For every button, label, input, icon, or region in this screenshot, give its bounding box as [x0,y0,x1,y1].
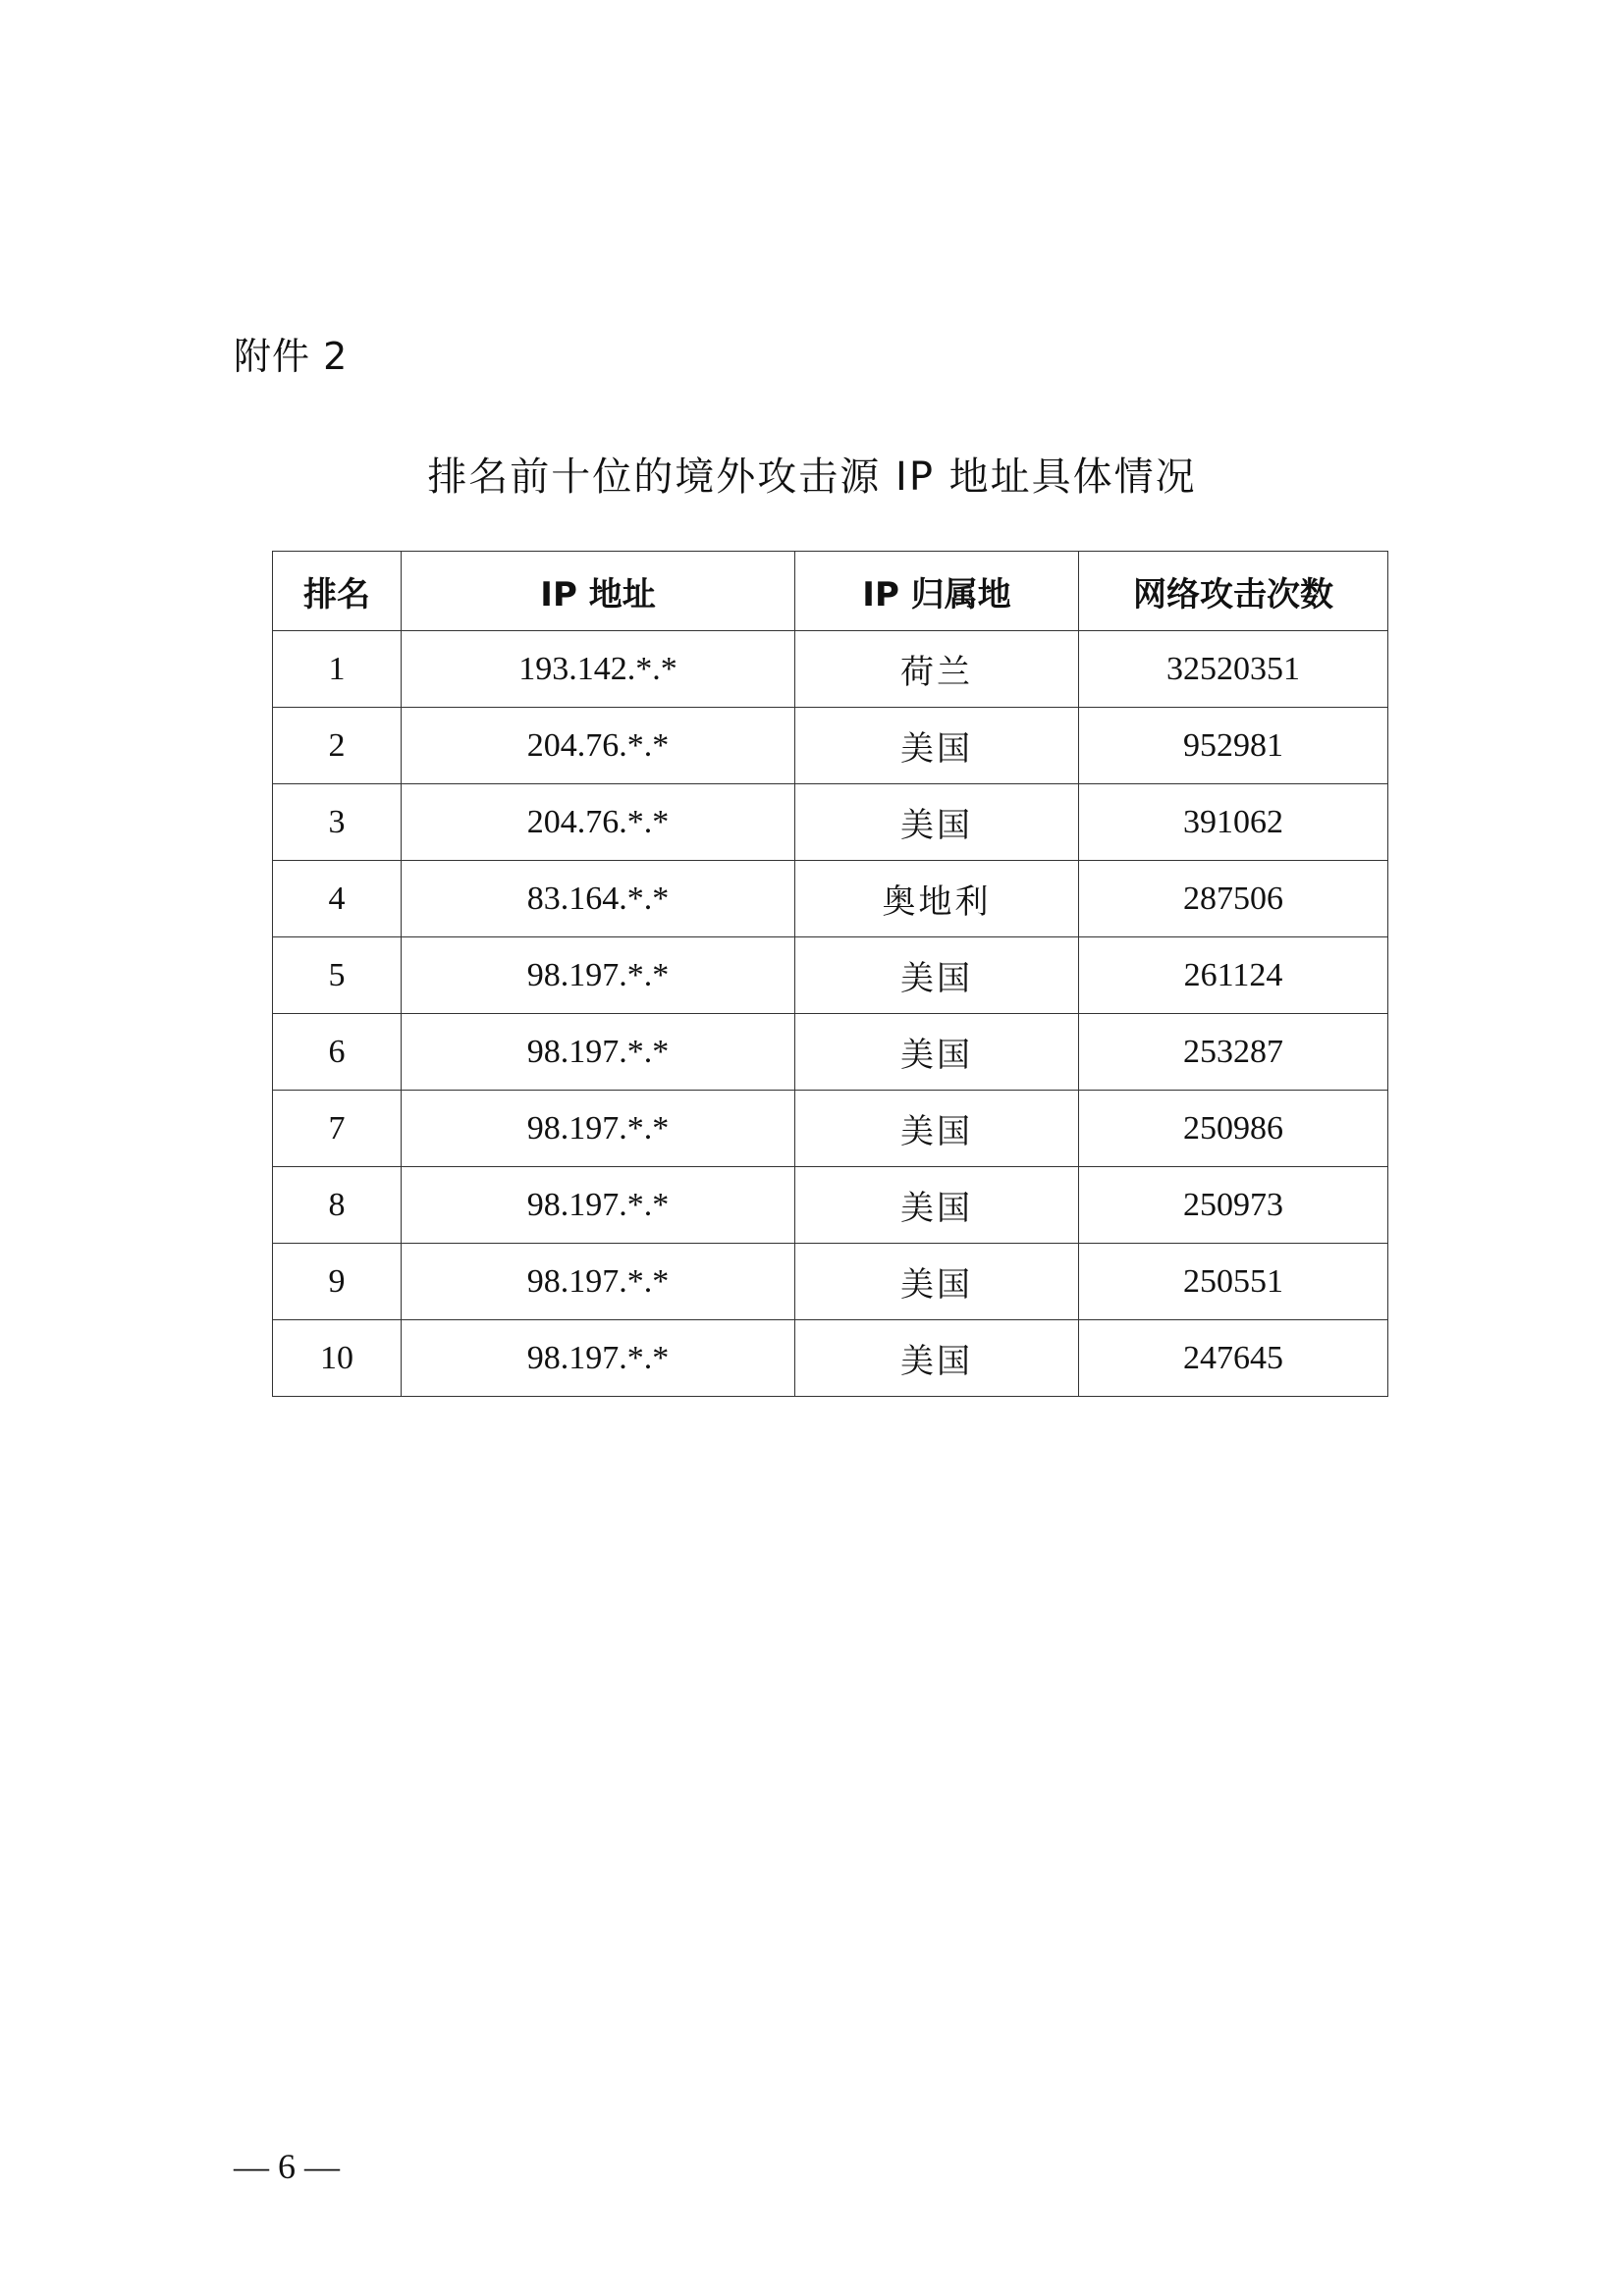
table-header-row [273,552,1388,631]
header-ip-address: IP 地址 [402,552,795,631]
cell-attack-count: 287506 [1079,861,1388,937]
cell-ip-location: 美国 [795,1244,1079,1320]
table-row [273,1320,1388,1397]
cell-ip-address: 98.197.*.* [402,937,795,1014]
header-ip-location: IP 归属地 [795,552,1079,631]
cell-ip-location: 美国 [795,708,1079,784]
cell-ip-address: 98.197.*.* [402,1167,795,1244]
cell-attack-count: 250973 [1079,1167,1388,1244]
cell-ip-address: 98.197.*.* [402,1320,795,1397]
cell-ip-location: 奥地利 [795,861,1079,937]
page-number: — 6 — [234,2147,340,2186]
attack-source-table [272,551,1388,1397]
table-row [273,1014,1388,1091]
cell-ip-address: 204.76.*.* [402,708,795,784]
table-row [273,631,1388,708]
cell-rank: 1 [273,631,402,708]
document-title: 排名前十位的境外攻击源 IP 地址具体情况 [427,454,1197,500]
cell-attack-count: 32520351 [1079,631,1388,708]
cell-rank: 8 [273,1167,402,1244]
cell-rank: 3 [273,784,402,861]
header-rank: 排名 [273,552,402,631]
cell-ip-location: 美国 [795,1014,1079,1091]
cell-rank: 6 [273,1014,402,1091]
cell-ip-location: 美国 [795,784,1079,861]
cell-attack-count: 253287 [1079,1014,1388,1091]
cell-attack-count: 952981 [1079,708,1388,784]
cell-ip-location: 美国 [795,1320,1079,1397]
cell-rank: 4 [273,861,402,937]
cell-ip-location: 美国 [795,1167,1079,1244]
cell-ip-address: 98.197.*.* [402,1091,795,1167]
cell-attack-count: 391062 [1079,784,1388,861]
cell-ip-address: 83.164.*.* [402,861,795,937]
cell-ip-location: 美国 [795,937,1079,1014]
cell-ip-address: 98.197.*.* [402,1014,795,1091]
cell-rank: 7 [273,1091,402,1167]
cell-attack-count: 247645 [1079,1320,1388,1397]
cell-ip-address: 204.76.*.* [402,784,795,861]
cell-attack-count: 250986 [1079,1091,1388,1167]
table-row [273,861,1388,937]
cell-rank: 10 [273,1320,402,1397]
cell-ip-address: 98.197.*.* [402,1244,795,1320]
table-row [273,708,1388,784]
table-row [273,1167,1388,1244]
attachment-label: 附件 2 [234,335,349,378]
table-row [273,1091,1388,1167]
header-attack-count: 网络攻击次数 [1079,552,1388,631]
table-row [273,1244,1388,1320]
cell-ip-address: 193.142.*.* [402,631,795,708]
cell-rank: 5 [273,937,402,1014]
cell-ip-location: 美国 [795,1091,1079,1167]
cell-attack-count: 261124 [1079,937,1388,1014]
table-row [273,784,1388,861]
cell-rank: 9 [273,1244,402,1320]
cell-ip-location: 荷兰 [795,631,1079,708]
cell-rank: 2 [273,708,402,784]
table-row [273,937,1388,1014]
cell-attack-count: 250551 [1079,1244,1388,1320]
